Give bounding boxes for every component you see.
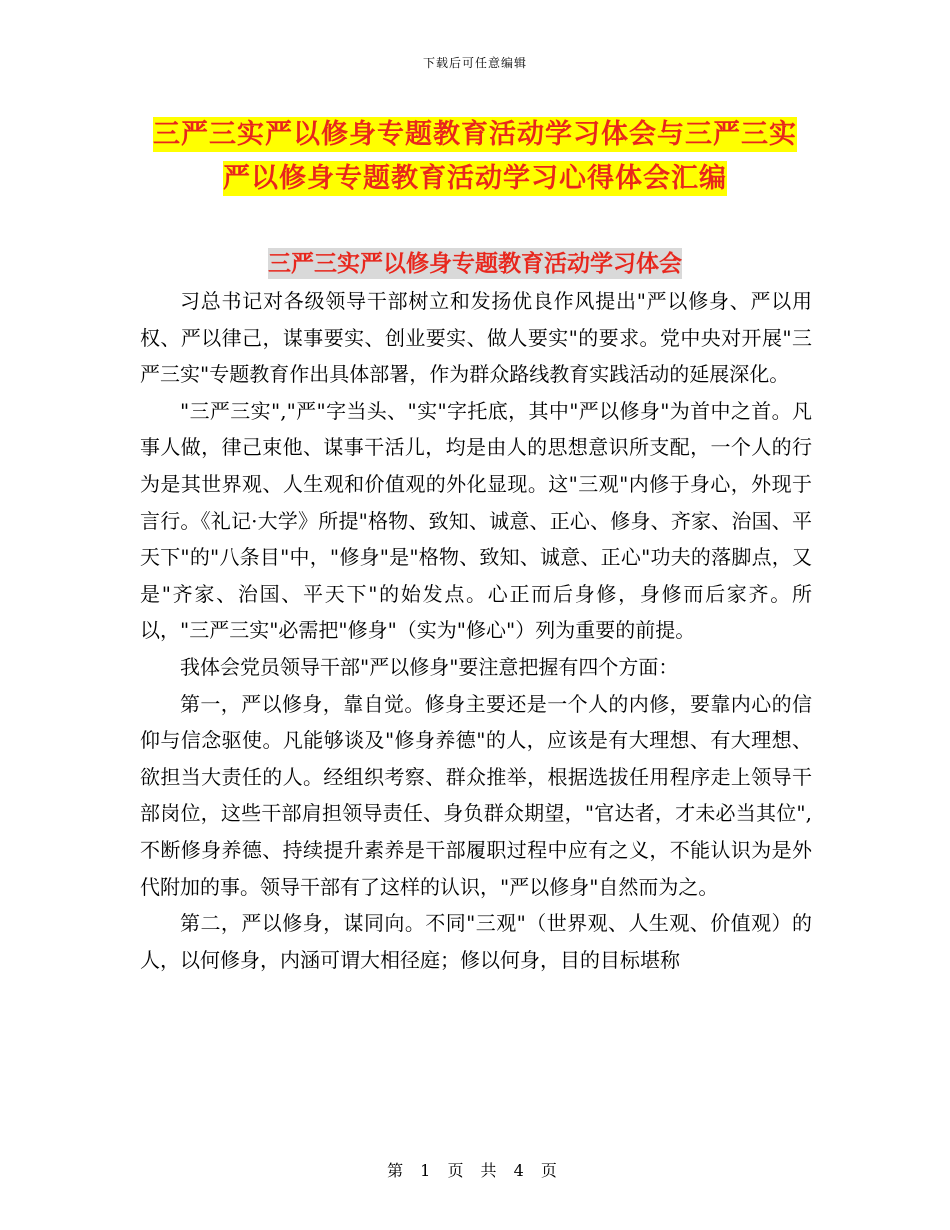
body-text [140, 283, 812, 978]
document-title-line-1 [0, 112, 950, 151]
section-title [0, 245, 950, 278]
header-note: 下载后可任意编辑 [422, 56, 527, 70]
paragraph-3: 我体会党员领导干部"严以修身"要注意把握有四个方面： [180, 654, 679, 679]
page-number: 第 1 页 共 4 页 [387, 1161, 563, 1180]
document-title-line-2 [0, 156, 950, 195]
document-title-line-1-text: 三严三实严以修身专题教育活动学习体会与三严三实 [153, 119, 797, 150]
paragraph-2: "三严三实","严"字当头、"实"字托底，其中"严以修身"为首中之首。凡事人做，律己束他、谋事干活儿，均是由人的思想意识所支配，一个人的行为是其世界观、人生观和价值观的外化显现。这"三观"内修于身心，外现于言行。《礼记·大学》所提"格物、致知、诚意、正心、修身、齐家、治国、平天下"的"八条目"中，"修身"是"格物、致知、诚意、正心"功夫的落脚点，又是"齐家、治国、平天下"的始发点。心正而后身修，身修而后家齐。所以，"三严三实"必需把"修身"（实为"修心"）列为重要的前提。 [140, 398, 812, 643]
paragraph-4: 第一，严以修身，靠自觉。修身主要还是一个人的内修，要靠内心的信仰与信念驱使。凡能够谈及"修身养德"的人，应该是有大理想、有大理想、欲担当大责任的人。经组织考察、群众推举，根据选拔任用程序走上领导干部岗位，这些干部肩担领导责任、身负群众期望，"官达者，才未必当其位",不断修身养德、持续提升素养是干部履职过程中应有之义，不能认识为是外代附加的事。领导干部有了这样的认识，"严以修身"自然而为之。 [140, 691, 812, 899]
paragraph-5: 第二，严以修身，谋同向。不同"三观"（世界观、人生观、价值观）的人，以何修身，内涵可谓大相径庭；修以何身，目的目标堪称 [140, 911, 812, 972]
document-title-line-2-text: 严以修身专题教育活动学习心得体会汇编 [223, 163, 727, 194]
section-title-text: 三严三实严以修身专题教育活动学习体会 [268, 250, 682, 277]
paragraph-1: 习总书记对各级领导干部树立和发扬优良作风提出"严以修身、严以用权、严以律己，谋事要实、创业要实、做人要实"的要求。党中央对开展"三严三实"专题教育作出具体部署，作为群众路线教育实践活动的延展深化。 [140, 289, 812, 387]
